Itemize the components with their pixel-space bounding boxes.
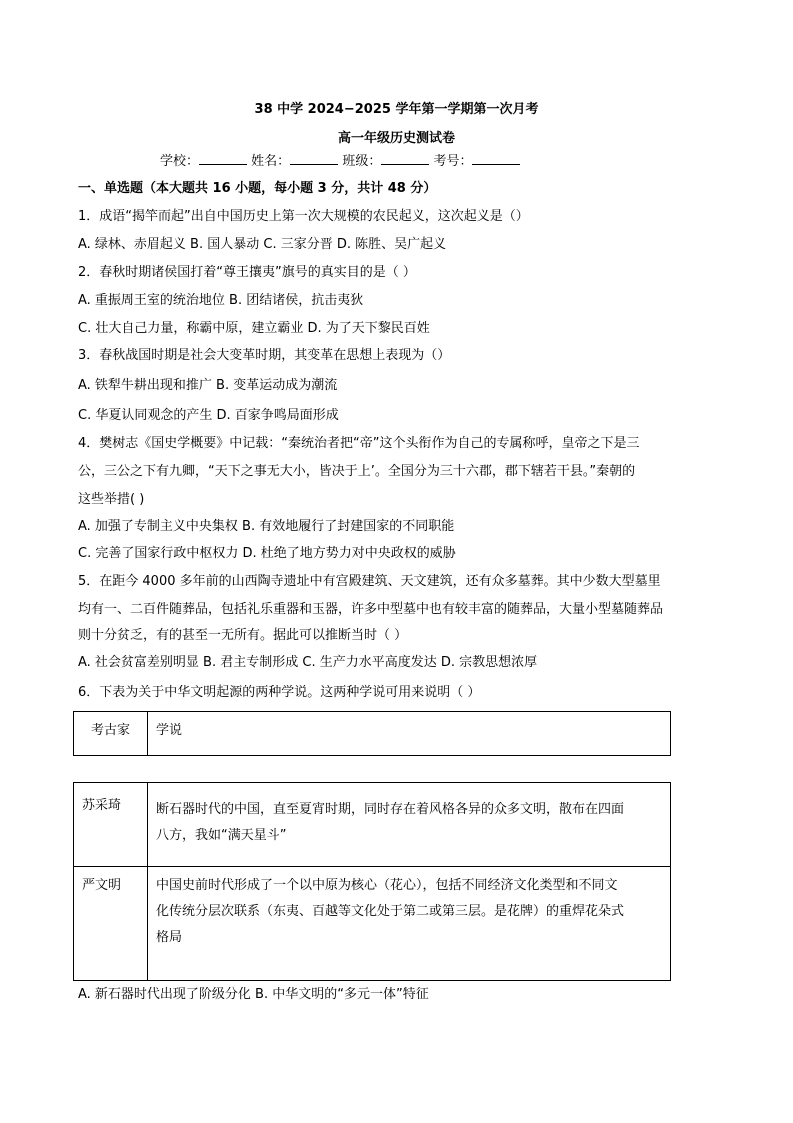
- question-3-stem: 3．春秋战国时期是社会大变革时期，其变革在思想上表现为（）: [78, 348, 451, 363]
- table-header-box: [73, 711, 671, 756]
- question-2-options-1: A. 重振周王室的统治地位 B. 团结诸侯，抗击夷狄: [78, 293, 364, 308]
- name-label: 姓名：: [251, 154, 291, 169]
- table-row-theory: [148, 867, 671, 981]
- exam-subtitle: 高一年级历史测试卷: [337, 131, 455, 146]
- question-1-stem: 1．成语“揭竿而起”出自中国历史上第一次大规模的农民起义，这次起义是（）: [78, 209, 529, 224]
- theory-table: [73, 782, 671, 981]
- exam-no-label: 考号：: [433, 154, 473, 169]
- exam-no-blank[interactable]: [472, 151, 520, 165]
- question-3-options-2: C. 华夏认同观念的产生 D. 百家争鸣局面形成: [78, 408, 339, 423]
- school-label: 学校：: [160, 154, 200, 169]
- class-label: 班级：: [342, 154, 382, 169]
- table-row-theory: [148, 783, 671, 867]
- question-2-stem: 2．春秋时期诸侯国打着“尊王攘夷”旗号的真实目的是（ ）: [78, 265, 416, 280]
- theory-line: 断石器时代的中国，直至夏宵时期，同时存在着风格各异的众多文明，散布在四面: [156, 802, 625, 817]
- theory-line: 八方，我如“满天星斗”: [156, 828, 287, 843]
- class-blank[interactable]: [381, 151, 429, 165]
- theory-line: 中国史前时代形成了一个以中原为核心（花心），包括不同经济文化类型和不同文: [156, 878, 618, 893]
- school-blank[interactable]: [199, 151, 247, 165]
- exam-title: 38 中学 2024−2025 学年第一学期第一次月考: [254, 102, 539, 117]
- name-blank[interactable]: [290, 151, 338, 165]
- question-4-stem-3: 这些举措( ): [78, 492, 145, 507]
- table-header-archaeologist: 考古家: [74, 712, 148, 756]
- question-3-options-1: A. 铁犁牛耕出现和推广 B. 变革运动成为潮流: [78, 378, 338, 393]
- question-6-options: A. 新石器时代出现了阶级分化 B. 中华文明的“多元一体”特征: [78, 987, 429, 1002]
- question-5-stem-3: 则十分贫乏，有的甚至一无所有。据此可以推断当时（ ）: [78, 628, 408, 643]
- question-2-options-2: C. 壮大自己力量，称霸中原，建立霸业 D. 为了天下黎民百姓: [78, 321, 430, 336]
- question-5-stem-2: 均有一、二百件随葬品，包括礼乐重器和玉器，许多中型墓中也有较丰富的随葬品，大量小型墓随葬品: [78, 602, 664, 617]
- question-4-options-2: C. 完善了国家行政中枢权力 D. 杜绝了地方势力对中央政权的威胁: [78, 546, 456, 561]
- question-4-stem-2: 公，三公之下有九卿，“天下之事无大小，皆决于上’。全国分为三十六郡，郡下辖若干县。”秦朝的: [78, 464, 636, 479]
- question-6-stem: 6．下表为关于中华文明起源的两种学说。这两种学说可用来说明（ ）: [78, 685, 481, 700]
- question-5-stem-1: 5．在距今 4000 多年前的山西陶寺遗址中有宫殿建筑、天文建筑，还有众多墓葬。其中少数大型墓里: [78, 574, 661, 589]
- table-row-name: 苏采琦: [74, 783, 148, 867]
- question-4-options-1: A. 加强了专制主义中央集权 B. 有效地履行了封建国家的不同职能: [78, 519, 455, 534]
- student-info-row: [160, 148, 680, 175]
- section-heading: 一、单选题（本大题共 16 小题，每小题 3 分，共计 48 分）: [78, 181, 437, 196]
- table-header-theory: 学说: [148, 712, 671, 756]
- question-4-stem-1: 4．樊树志《国史学概要》中记载：“秦统治者把“帝”这个头衔作为自己的专属称呼，皇帝之下是三: [78, 436, 640, 451]
- theory-line: 格局: [156, 930, 183, 945]
- question-5-options: A. 社会贫富差别明显 B. 君主专制形成 C. 生产力水平高度发达 D. 宗教思想浓厚: [78, 655, 538, 670]
- table-row-name: 严文明: [74, 867, 148, 981]
- question-1-options: A. 绿林、赤眉起义 B. 国人暴动 C. 三家分晋 D. 陈胜、吴广起义: [78, 237, 447, 252]
- theory-line: 化传统分层次联系（东夷、百越等文化处于第二或第三层。是花牌）的重焊花朵式: [156, 904, 625, 919]
